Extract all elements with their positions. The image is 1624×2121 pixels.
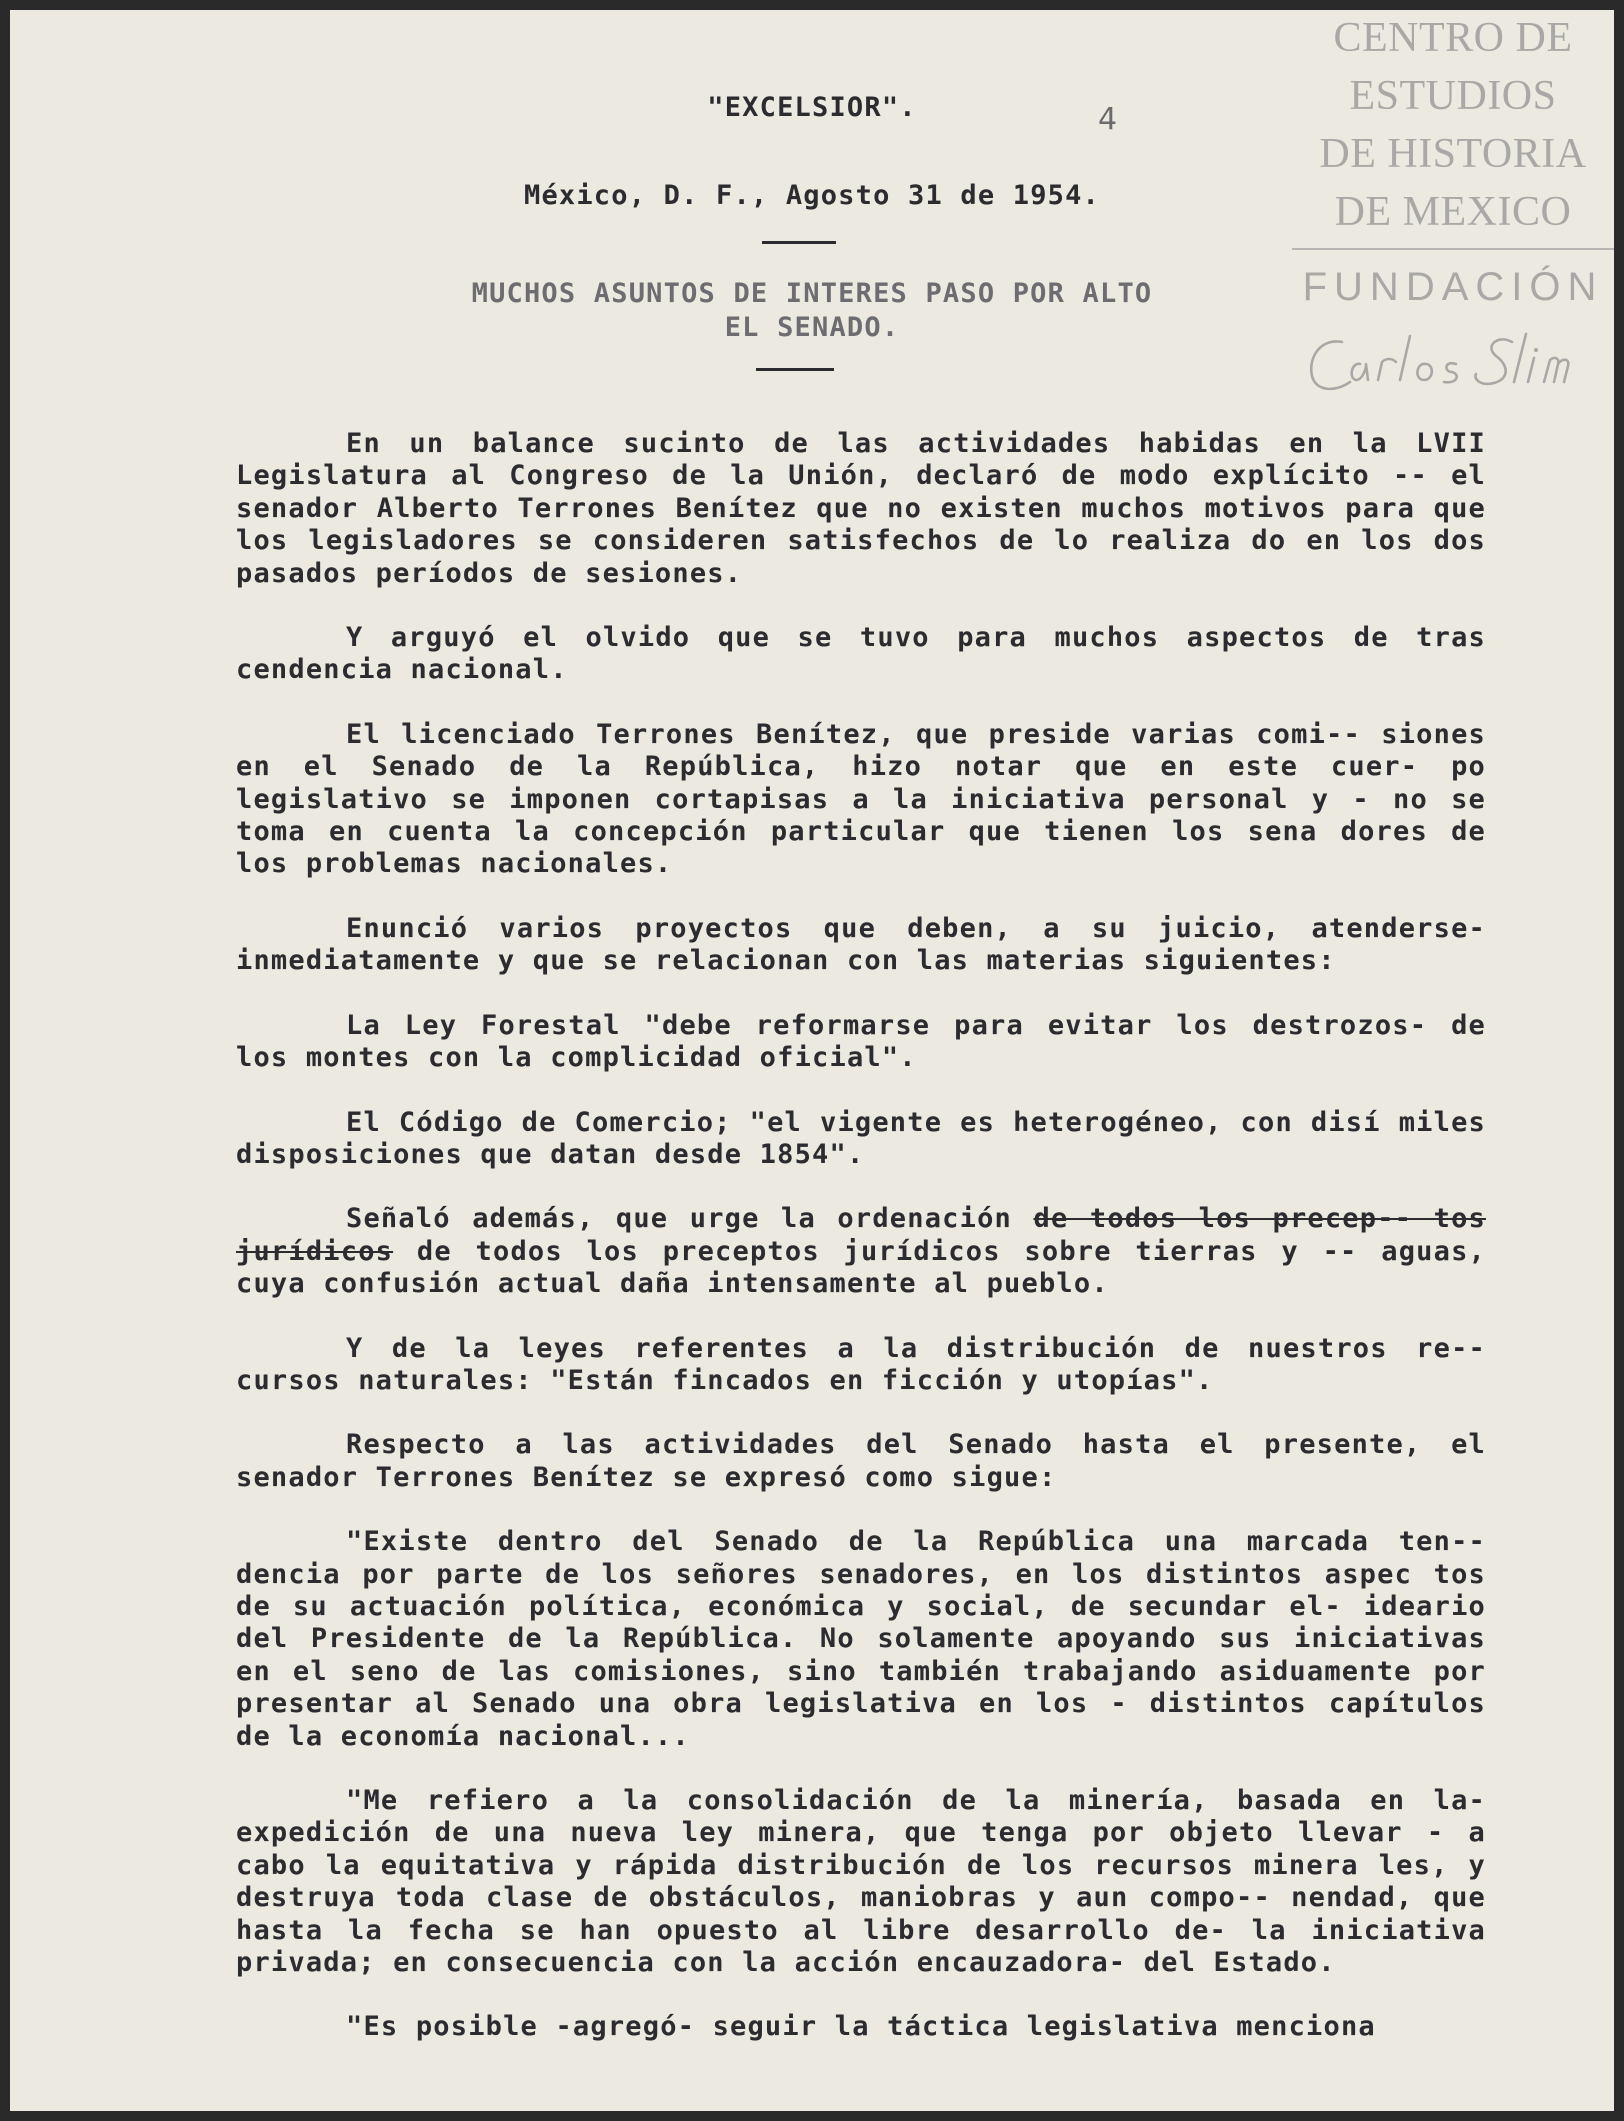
rule-2 [756, 368, 834, 371]
watermark-line-1: CENTRO DE [1333, 15, 1573, 61]
paragraph-8: Y de la leyes referentes a la distribución de nuestros re-- cursos naturales: "Están fincados en ficción y utopías". [236, 1332, 1486, 1396]
paragraph-3: El licenciado Terrones Benítez, que preside varias comi-- siones en el Senado de la República, hizo notar que en este cuer- po legislativo se imponen cortapisas a la iniciativa personal y - no se toma en cuenta la concepción particular que tienen los sena dores de los problemas nacionales. [236, 718, 1486, 880]
paragraph-11: "Me refiero a la consolidación de la minería, basada en la- expedición de una nueva ley minera, que tenga por objeto llevar - a cabo la equitativa y rápida distribución de los recursos minera les, y destruya toda clase de obstáculos, maniobras y aun compo-- nendad, que hasta la fecha se han opuesto al libre desarrollo de- la iniciativa privada; en consecuencia con la acción encauzadora- del Estado. [236, 1785, 1486, 1979]
watermark-line-3: DE HISTORIA [1319, 131, 1587, 177]
struck-text: de todos los precep-- tos jurídicos [236, 1203, 1486, 1267]
headline-line-2: EL SENADO. [724, 312, 900, 343]
watermark-line-2: ESTUDIOS [1349, 73, 1557, 119]
article-body [236, 428, 1486, 2044]
pencil-page-number: 4 [1098, 102, 1118, 137]
paragraph-1: En un balance sucinto de las actividades habidas en la LVII Legislatura al Congreso de la Unión, declaró de modo explícito -- el senador Alberto Terrones Benítez que no existen muchos motivos para que los legisladores se consideren satisfechos de lo realiza do en los dos pasados períodos de sesiones. [236, 428, 1486, 589]
paragraph-4: Enunció varios proyectos que deben, a su juicio, atenderse- inmediatamente y que se relacionan con las materias siguientes: [236, 912, 1486, 977]
document-page [10, 10, 1614, 2111]
paragraph-7 [236, 1203, 1486, 1300]
paragraph-12: "Es posible -agregó- seguir la táctica legislativa menciona [346, 2011, 1376, 2043]
paragraph-6: El Código de Comercio; "el vigente es heterogéneo, con disí miles disposiciones que datan desde 1854". [236, 1106, 1486, 1170]
paragraph-5: La Ley Forestal "debe reformarse para evitar los destrozos- de los montes con la complicidad oficial". [236, 1009, 1486, 1074]
paragraph-9: Respecto a las actividades del Senado hasta el presente, el senador Terrones Benítez se expresó como sigue: [236, 1429, 1486, 1493]
paragraph-7-start: Señaló además, que urge la ordenación [346, 1203, 1012, 1235]
rule-1 [762, 241, 836, 244]
watermark-fundacion: FUNDACIÓN [1302, 265, 1604, 309]
dateline: México, D. F., Agosto 31 de 1954. [523, 180, 1101, 211]
watermark-divider [1292, 248, 1614, 250]
paragraph-10: "Existe dentro del Senado de la República una marcada ten-- dencia por parte de los señores senadores, en los distintos aspec tos de su actuación política, económica y social, de secundar el- ideario del Presidente de la República. No solamente apoyando sus iniciativas en el seno de las comisiones, sino también trabajando asiduamente por presentar al Senado una obra legislativa en los - distintos capítulos de la economía nacional... [236, 1526, 1486, 1752]
paragraph-2: Y arguyó el olvido que se tuvo para muchos aspectos de tras cendencia nacional. [236, 622, 1486, 686]
paragraph-7-end: de todos los preceptos jurídicos sobre tierras y -- aguas, cuya confusión actual daña intensamente al pueblo. [236, 1235, 1486, 1300]
headline-line-1: MUCHOS ASUNTOS DE INTERES PASO POR ALTO [471, 278, 1153, 309]
newspaper-name: "EXCELSIOR". [707, 92, 917, 123]
watermark-line-4: DE MEXICO [1334, 189, 1572, 235]
